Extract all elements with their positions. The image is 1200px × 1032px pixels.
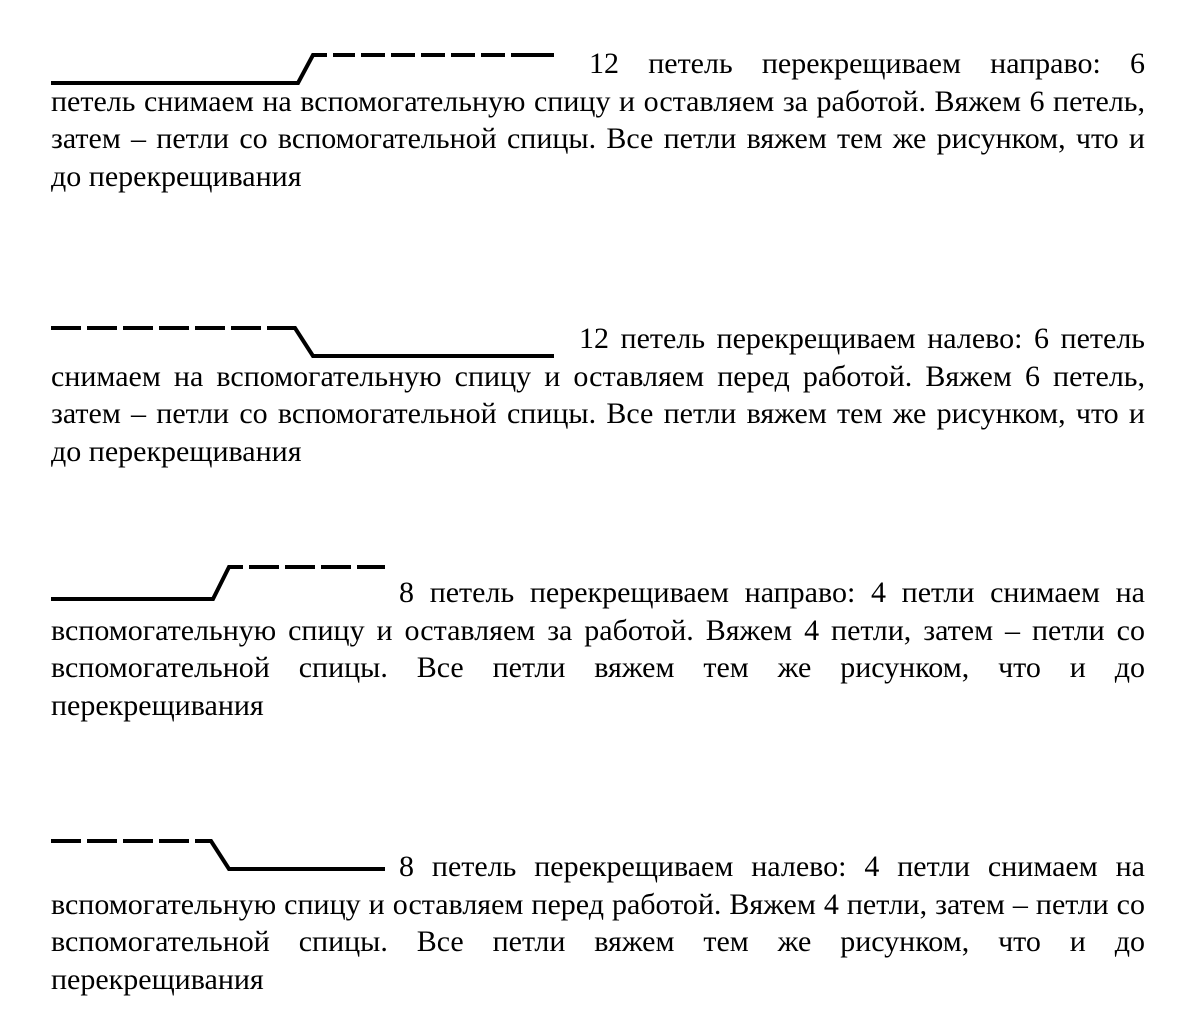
legend-description: 12 петель перекрещиваем налево: 6 петель снимаем на вспомогательную спицу и оставляем перед работой. Вяжем 6 петель, затем – петли со вспомогательной спицы. Все петли вяжем тем же рисунком, что и до перекрещивания bbox=[51, 322, 1145, 468]
legend-description: 12 петель перекрещиваем направо: 6 петель снимаем на вспомогательную спицу и оставляем за работой. Вяжем 6 петель, затем – петли со вспомогательной спицы. Все петли вяжем тем же рисунком, что и до перекрещивания bbox=[51, 47, 1145, 193]
legend-description: 8 петель перекрещиваем налево: 4 петли снимаем на вспомогательную спицу и оставляем перед работой. Вяжем 4 петли, затем – петли со вспомогательной спицы. Все петли вяжем тем же рисунком, что и до перекрещивания bbox=[51, 850, 1145, 996]
legend-description: 8 петель перекрещиваем направо: 4 петли снимаем на вспомогательную спицу и оставляем за работой. Вяжем 4 петли, затем – петли со вспомогательной спицы. Все петли вяжем тем же рисунком, что и до перекрещивания bbox=[51, 576, 1145, 722]
